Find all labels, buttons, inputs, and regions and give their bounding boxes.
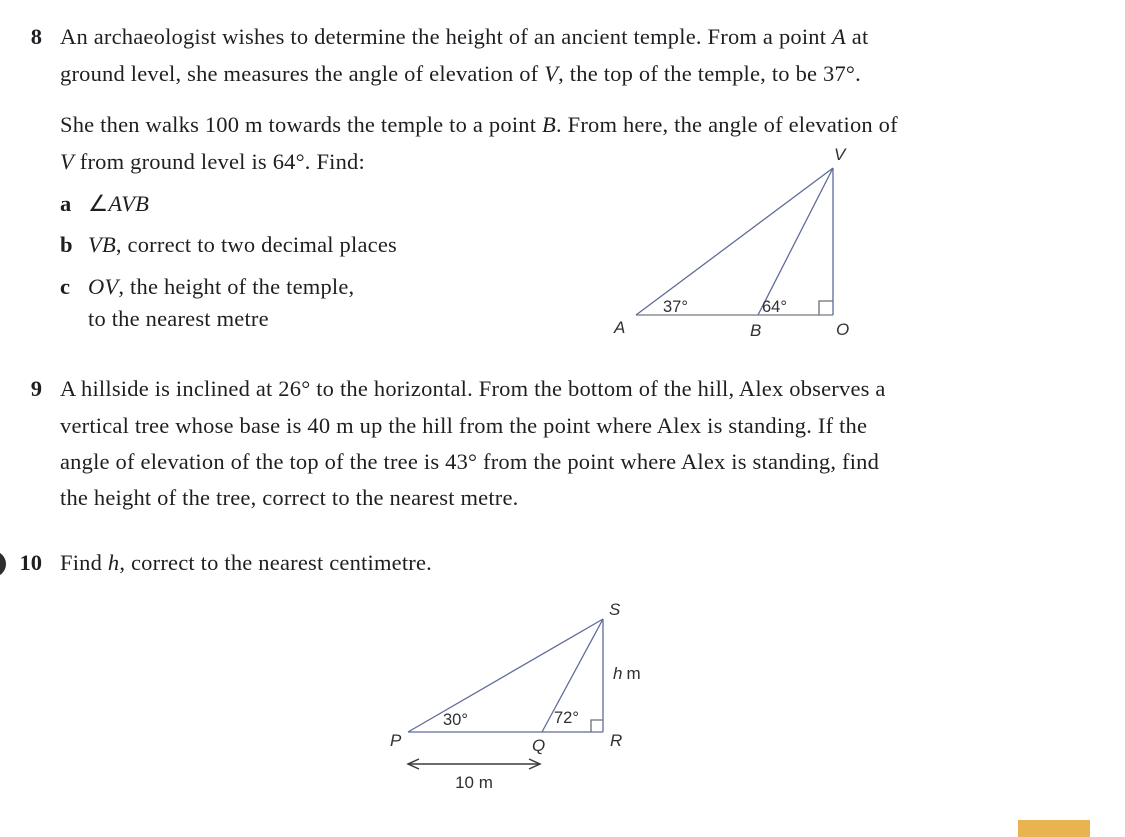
vertex-label-b: B [750,321,762,340]
vertex-label-v: V [834,145,846,164]
problem-9-number: 9 [30,376,42,401]
problem-8-line-2: ground level, she measures the angle of elevation of V, the top of the temple, to be 37°. [60,61,861,86]
problem-9-line-4: the height of the tree, correct to the nearest metre. [60,485,519,510]
problem-10-number: 10 [19,550,42,575]
pqr-triangle-diagram [380,595,650,805]
problem-8-item-c-line-2: to the nearest metre [88,306,269,331]
angle-label-64: 64° [762,298,787,316]
problem-8-item-b: b VB, correct to two decimal places [60,232,397,257]
dimension-arrow [408,759,540,769]
height-label: h m [613,664,641,683]
problem-8-number: 8 [30,24,42,49]
base-length-label: 10 m [455,773,493,792]
problem-8-line-4: V from ground level is 64°. Find: [60,149,365,174]
side-BV [758,168,833,315]
side-AV [636,168,833,315]
problem-9-line-1: A hillside is inclined at 26° to the horizontal. From the bottom of the hill, Alex observes a [60,376,886,401]
vertex-label-o: O [836,320,850,339]
angle-label-72: 72° [554,709,579,727]
angle-label-30: 30° [443,711,468,729]
vertex-label-a: A [614,318,626,337]
vertex-label-q: Q [532,736,546,755]
problem-9-line-2: vertical tree whose base is 40 m up the hill from the point where Alex is standing. If the [60,413,868,438]
vertex-label-r: R [610,731,623,750]
problem-8-line-3: She then walks 100 m towards the temple to a point B. From here, the angle of elevation of [60,112,898,137]
temple-triangle-diagram [590,135,880,340]
problem-8-item-a: a ∠AVB [60,191,150,216]
problem-10-line-1: Find h, correct to the nearest centimetre. [60,550,433,575]
problem-8-line-1: An archaeologist wishes to determine the height of an ancient temple. From a point A at [60,24,869,49]
vertex-label-s: S [609,600,621,619]
vertex-label-p: P [390,731,402,750]
problem-9-line-3: angle of elevation of the top of the tree is 43° from the point where Alex is standing, find [60,449,880,474]
right-angle-icon [819,301,833,315]
problem-8-item-c: c OV, the height of the temple, [60,274,355,299]
angle-label-37: 37° [663,298,688,316]
right-angle-icon [591,720,603,732]
accent-bar [1018,820,1090,837]
